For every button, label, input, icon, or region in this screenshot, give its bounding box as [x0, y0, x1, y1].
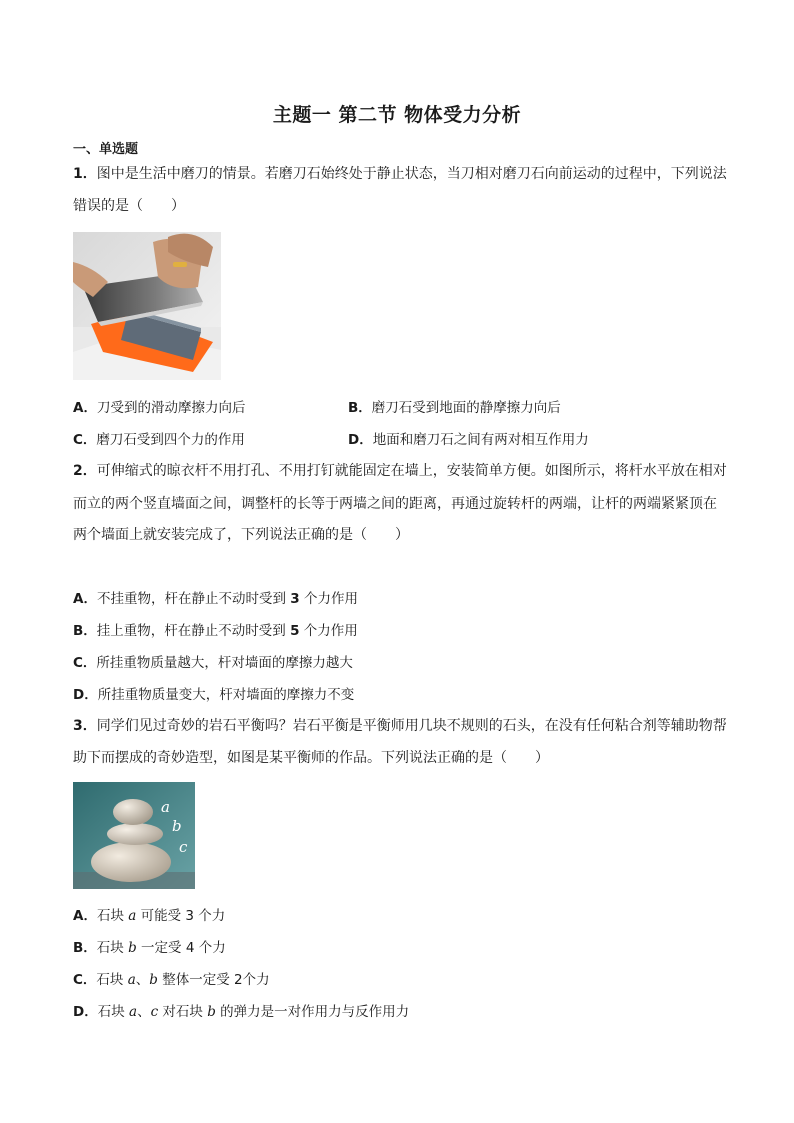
option-key: C．: [73, 972, 97, 988]
option-number: 3: [290, 591, 300, 607]
q2-option-d: [73, 685, 354, 705]
option-key: A．: [73, 591, 97, 607]
q1-stem-line1: [73, 164, 727, 184]
rock-label-a: a: [161, 798, 170, 816]
option-text: 石块: [96, 940, 129, 956]
option-key: D．: [73, 687, 98, 703]
q3-option-d: [73, 1002, 409, 1022]
q2-option-a: [73, 589, 358, 609]
q1-option-c: [73, 430, 245, 450]
q3-stem-line2: 助下而摆成的奇妙造型，如图是某平衡师的作品。下列说法正确的是（ ）: [73, 750, 549, 766]
option-text: 磨刀石受到地面的静摩擦力向后: [371, 400, 561, 416]
option-text: 所挂重物质量变大，杆对墙面的摩擦力不变: [97, 687, 355, 703]
q2-stem-line2: 而立的两个竖直墙面之间，调整杆的长等于两墙之间的距离，再通过旋转杆的两端，让杆的两端紧紧顶在: [73, 496, 717, 512]
q2-text-line1: 可伸缩式的晾衣杆不用打孔、不用打钉就能固定在墙上，安装简单方便。如图所示，将杆水平放在相对: [96, 463, 727, 479]
option-key: C．: [73, 432, 97, 448]
option-text: 整体一定受 2个力: [157, 972, 270, 988]
q1-number: 1．: [73, 166, 97, 182]
option-text: 、: [135, 972, 150, 988]
option-key: C．: [73, 655, 97, 671]
section-heading: 一、单选题: [73, 142, 139, 157]
option-key: B．: [73, 940, 97, 956]
rock-label-b: b: [172, 817, 182, 835]
q3-option-b: [73, 938, 226, 958]
option-text: 个力作用: [299, 623, 358, 639]
option-key: B．: [73, 623, 97, 639]
option-text: 石块: [97, 1004, 130, 1020]
option-text: 一定受 4 个力: [136, 940, 226, 956]
page-title: 主题一 第二节 物体受力分析: [272, 104, 522, 126]
option-text: 不挂重物，杆在静止不动时受到: [96, 591, 291, 607]
option-text: 、: [137, 1004, 151, 1020]
q2-stem-line3: 两个墙面上就安装完成了，下列说法正确的是（ ）: [73, 527, 409, 543]
q3-number: 3．: [73, 718, 97, 734]
q3-option-c: [73, 970, 270, 990]
option-number: 5: [290, 623, 300, 639]
option-text: 磨刀石受到四个力的作用: [96, 432, 245, 448]
q1-option-b: [348, 398, 561, 418]
option-text: 所挂重物质量越大，杆对墙面的摩擦力越大: [96, 655, 353, 671]
q3-option-a: [73, 906, 225, 926]
option-text: 可能受 3 个力: [136, 908, 226, 924]
rock-balance-photo: [73, 782, 195, 889]
option-text: 挂上重物，杆在静止不动时受到: [96, 623, 291, 639]
q3-text-line1: 同学们见过奇妙的岩石平衡吗？岩石平衡是平衡师用几块不规则的石头，在没有任何粘合剂等辅助物帮: [96, 718, 727, 734]
q2-number: 2．: [73, 463, 97, 479]
q1-option-a: [73, 398, 245, 418]
option-variable: a: [128, 908, 137, 924]
option-key: B．: [348, 400, 372, 416]
option-text: 石块: [96, 908, 129, 924]
q1-option-d: [348, 430, 589, 450]
option-key: A．: [73, 400, 97, 416]
option-variable: b: [207, 1004, 216, 1020]
knife-sharpening-photo: [73, 232, 221, 380]
rock-label-c: c: [179, 838, 188, 856]
q2-stem-line1: [73, 461, 727, 481]
option-text: 地面和磨刀石之间有两对相互作用力: [372, 432, 589, 448]
option-variable: b: [128, 940, 137, 956]
option-variable: c: [150, 1004, 159, 1020]
option-key: D．: [73, 1004, 98, 1020]
q1-text-line1: 图中是生活中磨刀的情景。若磨刀石始终处于静止状态，当刀相对磨刀石向前运动的过程中，下列说法: [96, 166, 727, 182]
option-text: 个力作用: [299, 591, 358, 607]
option-text: 刀受到的滑动摩擦力向后: [96, 400, 246, 416]
option-text: 对石块: [158, 1004, 208, 1020]
q2-option-c: [73, 653, 353, 673]
q1-stem-line2: 错误的是（ ）: [73, 198, 185, 214]
option-variable: b: [149, 972, 158, 988]
option-key: D．: [348, 432, 373, 448]
option-key: A．: [73, 908, 97, 924]
q2-option-b: [73, 621, 358, 641]
option-variable: a: [129, 1004, 138, 1020]
option-variable: a: [127, 972, 136, 988]
option-text: 的弹力是一对作用力与反作用力: [215, 1004, 410, 1020]
option-text: 石块: [96, 972, 128, 988]
q3-stem-line1: [73, 716, 727, 736]
